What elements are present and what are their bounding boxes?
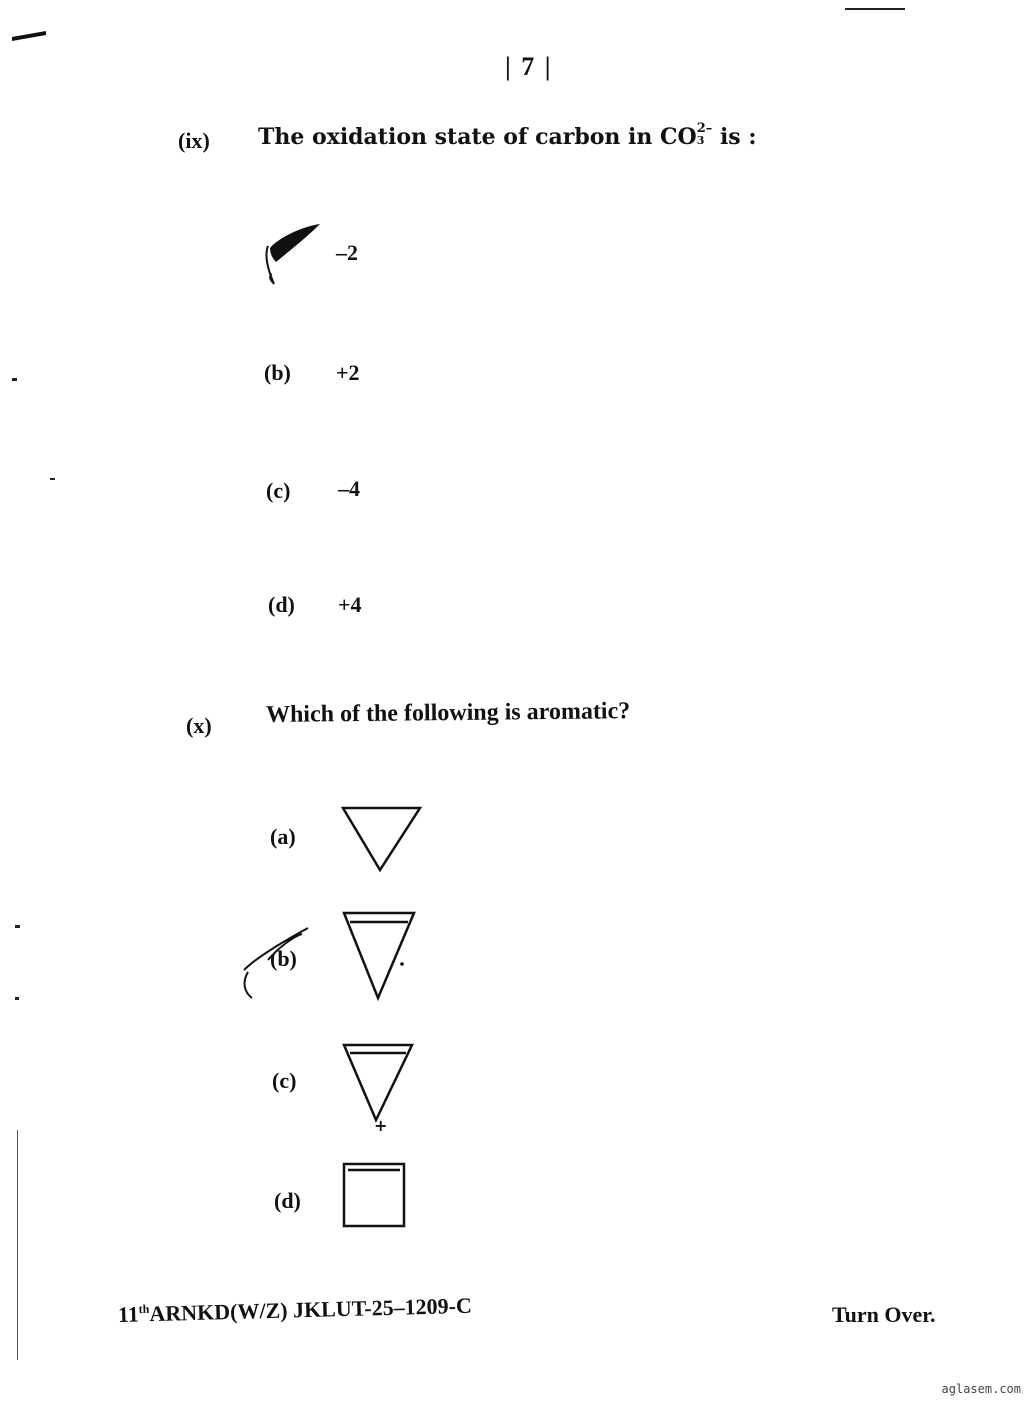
turn-over-text: Turn Over. bbox=[832, 1302, 936, 1327]
option-label: (b) bbox=[270, 946, 297, 971]
question-text-after: is : bbox=[712, 124, 757, 150]
option-label: (c) bbox=[266, 478, 291, 503]
scan-mark-top-left bbox=[12, 31, 46, 41]
cation-charge: + bbox=[374, 1116, 388, 1135]
formula-main: CO bbox=[660, 124, 697, 150]
option-label: (d) bbox=[268, 592, 295, 617]
question-number: (ix) bbox=[178, 128, 210, 153]
question-text bbox=[258, 121, 757, 150]
formula-sup: 2– bbox=[696, 121, 713, 136]
watermark: aglasem.com bbox=[941, 1382, 1021, 1396]
tick-mark-scribble bbox=[258, 218, 328, 288]
cyclopropane-triangle-structure bbox=[340, 804, 424, 874]
option-label: (b) bbox=[264, 360, 291, 385]
scan-mark-top-right bbox=[845, 8, 905, 10]
option-value: +4 bbox=[338, 592, 362, 617]
formula-sub: 3 bbox=[696, 134, 705, 147]
option-label: (c) bbox=[272, 1068, 297, 1093]
formula bbox=[660, 121, 713, 150]
cyclopropenyl-cation-structure bbox=[338, 1040, 422, 1124]
option-value: –2 bbox=[336, 240, 358, 265]
scan-mark-left-4 bbox=[15, 997, 19, 1000]
cyclopropene-radical-structure bbox=[338, 908, 422, 1002]
scan-mark-left-1 bbox=[12, 378, 17, 381]
scan-edge-line bbox=[17, 1130, 18, 1360]
cyclobutene-square-structure bbox=[340, 1160, 408, 1230]
page-number: | 7 | bbox=[505, 52, 553, 81]
option-label: (a) bbox=[270, 824, 296, 849]
option-value: –4 bbox=[338, 476, 360, 501]
paper-code-prefix: 11 bbox=[117, 1301, 140, 1327]
question-number: (x) bbox=[186, 713, 212, 738]
question-text-before: The oxidation state of carbon in bbox=[258, 124, 661, 150]
paper-code-rest: ARNKD(W/Z) JKLUT-25–1209-C bbox=[149, 1292, 473, 1327]
option-label: (d) bbox=[274, 1188, 301, 1213]
paper-code bbox=[118, 1293, 473, 1328]
scan-mark-left-3 bbox=[15, 925, 20, 928]
paper-code-sup: th bbox=[138, 1301, 150, 1317]
option-value: +2 bbox=[336, 360, 360, 385]
scan-mark-left-2 bbox=[50, 478, 55, 480]
question-text: Which of the following is aromatic? bbox=[265, 698, 631, 728]
